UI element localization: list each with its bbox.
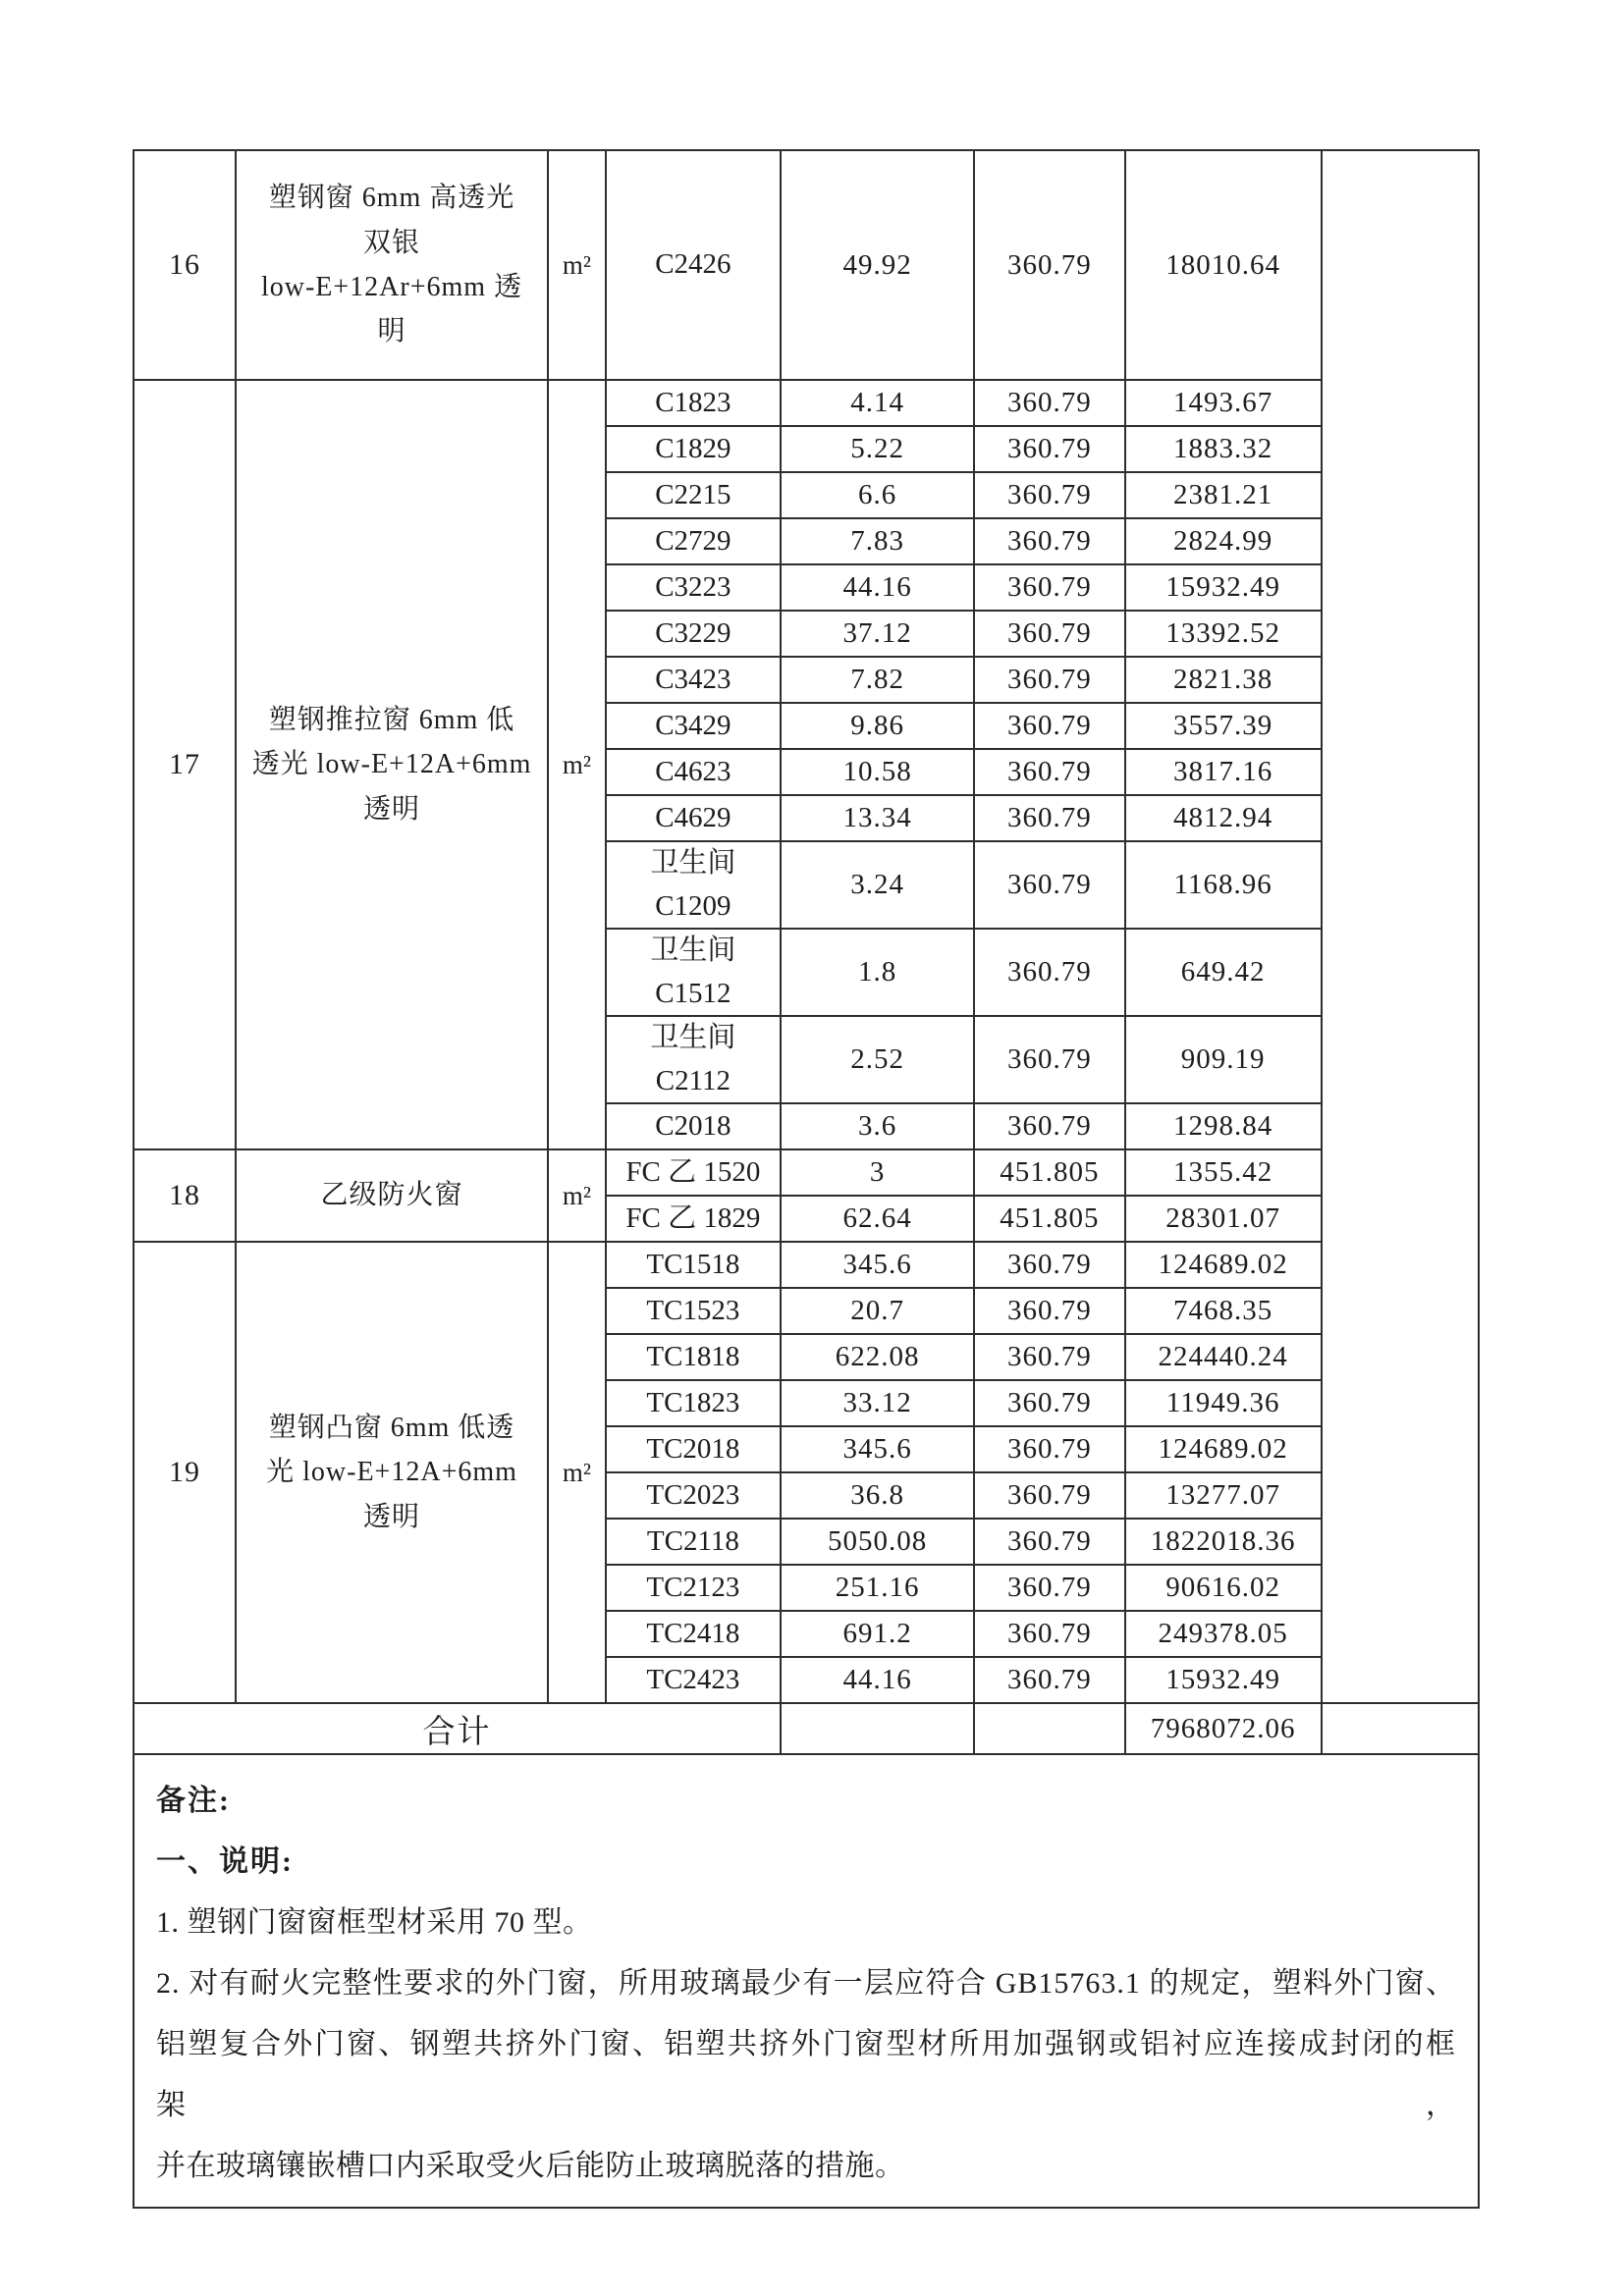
unit-price-cell (974, 1472, 1124, 1519)
total-cell-text: 2381.21 (1173, 479, 1273, 510)
model-cell-text: FC 乙 1520 (625, 1155, 761, 1188)
sequence-cell (134, 380, 236, 1149)
total-cell-text: 649.42 (1180, 956, 1266, 988)
model-cell-text: TC2123 (646, 1571, 740, 1603)
model-cell (606, 1611, 781, 1657)
unit-price-cell-text: 360.79 (1007, 1525, 1092, 1557)
model-cell-text: TC1523 (646, 1294, 740, 1326)
quantity-cell-text: 345.6 (842, 1249, 912, 1280)
total-cell (1125, 380, 1322, 426)
quantity-cell-text: 33.12 (842, 1387, 912, 1418)
unit-price-cell (974, 703, 1124, 749)
quantity-cell (781, 472, 974, 518)
unit-price-cell (974, 1103, 1124, 1149)
total-cell-text: 1883.32 (1173, 433, 1273, 464)
model-cell (606, 1016, 781, 1103)
total-cell (1125, 611, 1322, 657)
unit-cell (548, 380, 606, 1149)
unit-price-cell (974, 1657, 1124, 1703)
quantity-cell-text: 9.86 (850, 710, 904, 741)
notes-line: 并在玻璃镶嵌槽口内采取受火后能防止玻璃脱落的措施。 (156, 2150, 905, 2182)
description-cell-text: 明 (377, 316, 406, 347)
quantity-cell-text: 5050.08 (827, 1525, 928, 1557)
total-cell-text: 3817.16 (1173, 756, 1273, 787)
description-cell-text: low-E+12Ar+6mm 透 (260, 272, 523, 302)
sequence-cell (134, 1242, 236, 1703)
model-cell (606, 380, 781, 426)
total-cell (1125, 1472, 1322, 1519)
unit-price-cell-text: 360.79 (1007, 571, 1092, 603)
model-cell-text: TC2023 (646, 1478, 740, 1511)
model-cell (606, 749, 781, 795)
table-summary (134, 1703, 1479, 1754)
quantity-cell-text: 7.83 (850, 525, 904, 557)
unit-price-cell (974, 611, 1124, 657)
unit-price-cell-text: 360.79 (1007, 664, 1092, 695)
total-cell (1125, 1611, 1322, 1657)
quantity-cell (781, 611, 974, 657)
quantity-cell-text: 345.6 (842, 1433, 912, 1465)
unit-cell-text: m² (562, 249, 591, 280)
unit-price-cell (974, 795, 1124, 841)
quantity-cell (781, 749, 974, 795)
description-cell-text: 乙级防火窗 (320, 1180, 463, 1211)
unit-price-cell-text: 360.79 (1007, 1664, 1092, 1695)
unit-price-cell-text: 360.79 (1007, 1433, 1092, 1465)
total-label-cell: 合计 (134, 1703, 781, 1754)
model-cell (606, 1288, 781, 1334)
total-cell (1125, 1519, 1322, 1565)
unit-price-cell-text: 360.79 (1007, 802, 1092, 833)
unit-price-cell-text: 360.79 (1007, 1479, 1092, 1511)
total-cell (1125, 749, 1322, 795)
notes-line: 铝塑复合外门窗、钢塑共挤外门窗、铝塑共挤外门窗型材所用加强钢或铝衬应连接成封闭的框架， (156, 2028, 1456, 2121)
unit-price-cell-text: 360.79 (1007, 1618, 1092, 1649)
model-cell-text: TC2418 (646, 1617, 740, 1649)
description-cell-text: 透明 (363, 1501, 421, 1532)
model-cell-text: C2426 (655, 248, 731, 281)
total-cell-text: 4812.94 (1173, 802, 1273, 833)
quantity-cell-text: 7.82 (850, 664, 904, 695)
model-cell (606, 929, 781, 1016)
quantity-cell (781, 1611, 974, 1657)
unit-price-cell-text: 360.79 (1007, 1387, 1092, 1418)
unit-price-cell (974, 1426, 1124, 1472)
total-cell (1125, 703, 1322, 749)
unit-price-cell (974, 150, 1124, 380)
model-cell-text: TC2118 (646, 1524, 739, 1557)
unit-price-cell (974, 749, 1124, 795)
total-cell (1125, 841, 1322, 929)
model-cell (606, 611, 781, 657)
unit-price-cell-text: 360.79 (1007, 525, 1092, 557)
notes-heading: 备注: (156, 1785, 231, 1817)
model-cell-text: C2112 (655, 1064, 731, 1096)
unit-price-cell (974, 426, 1124, 472)
quantity-cell-text: 1.8 (857, 956, 897, 988)
unit-price-cell (974, 1016, 1124, 1103)
model-cell (606, 1657, 781, 1703)
quantity-cell-text: 37.12 (842, 617, 912, 649)
unit-price-cell-text: 360.79 (1007, 1295, 1092, 1326)
model-cell-text: C1209 (655, 889, 731, 922)
quantity-cell (781, 929, 974, 1016)
total-cell-text: 1298.84 (1173, 1110, 1273, 1142)
model-cell-text: C1823 (655, 386, 731, 418)
quantity-cell (781, 1334, 974, 1380)
quantity-cell (781, 1242, 974, 1288)
total-cell (1125, 1334, 1322, 1380)
model-cell-text: TC1518 (646, 1248, 740, 1280)
model-cell-text: C2729 (655, 524, 731, 557)
quantity-cell-text: 20.7 (850, 1295, 904, 1326)
quantity-cell (781, 1288, 974, 1334)
margin-column-cell (1322, 150, 1479, 1703)
quantity-cell (781, 1016, 974, 1103)
model-cell (606, 703, 781, 749)
unit-cell-text: m² (562, 1457, 591, 1487)
unit-price-cell-text: 360.79 (1007, 1572, 1092, 1603)
model-cell-text: TC1818 (646, 1340, 740, 1372)
unit-price-cell (974, 929, 1124, 1016)
quantity-cell (781, 841, 974, 929)
unit-price-cell (974, 1519, 1124, 1565)
total-cell (1125, 1565, 1322, 1611)
total-cell (1125, 1103, 1322, 1149)
quantity-cell (781, 1196, 974, 1242)
quantity-cell-text: 3.6 (857, 1110, 897, 1142)
unit-price-cell-text: 360.79 (1007, 756, 1092, 787)
quantity-cell (781, 1472, 974, 1519)
quantity-cell (781, 1657, 974, 1703)
model-cell (606, 564, 781, 611)
quantity-cell (781, 703, 974, 749)
quantity-cell-text: 6.6 (857, 479, 897, 510)
total-cell (1125, 150, 1322, 380)
model-cell (606, 1380, 781, 1426)
total-cell (1125, 1196, 1322, 1242)
unit-cell-text: m² (562, 749, 591, 779)
unit-price-cell-text: 360.79 (1007, 1110, 1092, 1142)
unit-price-cell-text: 360.79 (1007, 387, 1092, 418)
quantity-cell-text: 36.8 (850, 1479, 904, 1511)
quantity-cell-text: 62.64 (842, 1202, 912, 1234)
total-cell (1125, 657, 1322, 703)
quantity-cell (781, 1380, 974, 1426)
quantity-cell (781, 657, 974, 703)
total-cell (1125, 472, 1322, 518)
model-cell-text: TC2018 (646, 1432, 740, 1465)
quantity-cell (781, 1426, 974, 1472)
model-cell-text: TC2423 (646, 1663, 740, 1695)
model-cell-text: C4623 (655, 755, 731, 787)
total-cell-text: 909.19 (1180, 1043, 1266, 1075)
total-cell (1125, 518, 1322, 564)
model-cell-text: C1512 (655, 977, 731, 1009)
model-cell (606, 1242, 781, 1288)
total-cell-text: 3557.39 (1173, 710, 1273, 741)
model-cell (606, 1149, 781, 1196)
quantity-cell-text: 2.52 (850, 1043, 904, 1075)
quantity-cell (781, 518, 974, 564)
table-row (134, 1242, 1479, 1288)
description-cell-text: 透明 (363, 793, 421, 825)
model-cell-text: C1829 (655, 432, 731, 464)
unit-price-cell (974, 1380, 1124, 1426)
quantity-cell (781, 1519, 974, 1565)
quantity-cell-text: 10.58 (842, 756, 912, 787)
summary-total-cell: 7968072.06 (1125, 1703, 1322, 1754)
sequence-cell-text: 17 (169, 748, 201, 780)
scanned-table-sheet (133, 149, 1480, 2209)
unit-price-cell-text: 360.79 (1007, 1249, 1092, 1280)
summary-qty-cell (781, 1703, 974, 1754)
model-cell (606, 795, 781, 841)
quantity-cell (781, 1149, 974, 1196)
unit-price-cell-text: 360.79 (1007, 956, 1092, 988)
model-cell-text: C3429 (655, 709, 731, 741)
quantity-cell-text: 44.16 (842, 1664, 912, 1695)
unit-price-cell (974, 1288, 1124, 1334)
total-cell-text: 15932.49 (1165, 571, 1281, 603)
total-cell (1125, 795, 1322, 841)
quantity-cell-text: 691.2 (842, 1618, 912, 1649)
total-cell-text: 7468.35 (1173, 1295, 1273, 1326)
description-cell-text: 透光 low-E+12A+6mm (251, 749, 532, 780)
total-cell-text: 249378.05 (1158, 1618, 1288, 1649)
total-cell-text: 13392.52 (1165, 617, 1281, 649)
model-cell-text: C3423 (655, 663, 731, 695)
description-cell-text: 光 low-E+12A+6mm (266, 1457, 517, 1488)
unit-price-cell (974, 472, 1124, 518)
quantity-cell-text: 251.16 (835, 1572, 920, 1603)
model-cell-text: 卫生间 (650, 934, 736, 966)
quantity-cell (781, 1103, 974, 1149)
unit-price-cell (974, 518, 1124, 564)
unit-price-cell (974, 1149, 1124, 1196)
unit-price-cell-text: 360.79 (1007, 1043, 1092, 1075)
total-cell-text: 1355.42 (1173, 1156, 1273, 1188)
unit-price-cell (974, 1611, 1124, 1657)
total-cell-text: 2821.38 (1173, 664, 1273, 695)
sequence-cell-text: 19 (169, 1456, 201, 1488)
total-cell-text: 13277.07 (1165, 1479, 1281, 1511)
quantity-cell-text: 49.92 (842, 248, 912, 281)
model-cell (606, 841, 781, 929)
model-cell (606, 426, 781, 472)
quantity-cell-text: 4.14 (850, 387, 904, 418)
total-cell-text: 11949.36 (1165, 1387, 1280, 1418)
unit-price-cell-text: 451.805 (1000, 1156, 1100, 1188)
model-cell (606, 518, 781, 564)
window-schedule-table (133, 149, 1480, 1755)
model-cell (606, 1103, 781, 1149)
summary-price-cell (974, 1703, 1124, 1754)
table-body (134, 150, 1479, 1703)
total-cell (1125, 1288, 1322, 1334)
unit-cell (548, 150, 606, 380)
notes-line: 1. 塑钢门窗窗框型材采用 70 型。 (156, 1906, 593, 1939)
model-cell-text: C3223 (655, 570, 731, 603)
quantity-cell (781, 380, 974, 426)
model-cell (606, 1519, 781, 1565)
notes-line: 一、说明: (156, 1845, 294, 1878)
quantity-cell-text: 3.24 (850, 869, 904, 900)
model-cell (606, 657, 781, 703)
quantity-cell (781, 150, 974, 380)
notes-line: 2. 对有耐火完整性要求的外门窗，所用玻璃最少有一层应符合 GB15763.1 的规定，塑料外门窗、 (156, 1967, 1456, 2000)
unit-cell (548, 1242, 606, 1703)
table-row (134, 380, 1479, 426)
total-cell (1125, 929, 1322, 1016)
unit-price-cell-text: 360.79 (1007, 869, 1092, 900)
total-cell (1125, 1242, 1322, 1288)
description-cell (236, 1242, 548, 1703)
quantity-cell-text: 622.08 (835, 1341, 920, 1372)
unit-cell (548, 1149, 606, 1242)
model-cell (606, 1472, 781, 1519)
unit-price-cell-text: 360.79 (1007, 248, 1092, 281)
total-cell (1125, 1380, 1322, 1426)
total-cell-text: 28301.07 (1165, 1202, 1281, 1234)
unit-price-cell (974, 564, 1124, 611)
total-cell (1125, 564, 1322, 611)
model-cell-text: C4629 (655, 801, 731, 833)
model-cell-text: FC 乙 1829 (625, 1201, 761, 1234)
quantity-cell-text: 3 (869, 1156, 886, 1188)
quantity-cell-text: 5.22 (850, 433, 904, 464)
unit-price-cell-text: 360.79 (1007, 433, 1092, 464)
unit-price-cell-text: 360.79 (1007, 617, 1092, 649)
unit-cell-text: m² (562, 1180, 591, 1210)
total-cell-text: 1822018.36 (1150, 1525, 1296, 1557)
total-cell-text: 1168.96 (1173, 869, 1272, 900)
sequence-cell (134, 1149, 236, 1242)
quantity-cell-text: 44.16 (842, 571, 912, 603)
model-cell (606, 1334, 781, 1380)
model-cell (606, 1426, 781, 1472)
summary-row (134, 1703, 1479, 1754)
total-cell-text: 90616.02 (1165, 1572, 1281, 1603)
unit-price-cell (974, 841, 1124, 929)
model-cell-text: C2018 (655, 1109, 731, 1142)
model-cell (606, 1565, 781, 1611)
table-row (134, 1149, 1479, 1196)
unit-price-cell (974, 657, 1124, 703)
sequence-cell-text: 18 (169, 1179, 201, 1211)
total-cell-text: 124689.02 (1158, 1433, 1288, 1465)
description-cell-text: 塑钢推拉窗 6mm 低 (268, 704, 515, 735)
description-cell-text: 双银 (363, 227, 421, 258)
total-cell (1125, 1016, 1322, 1103)
unit-price-cell (974, 1565, 1124, 1611)
model-cell (606, 472, 781, 518)
description-cell-text: 塑钢窗 6mm 高透光 (268, 183, 515, 214)
unit-price-cell (974, 1334, 1124, 1380)
model-cell-text: 卫生间 (650, 1022, 736, 1053)
unit-price-cell (974, 1242, 1124, 1288)
unit-price-cell-text: 360.79 (1007, 710, 1092, 741)
total-cell-text: 224440.24 (1158, 1341, 1288, 1372)
total-cell (1125, 1426, 1322, 1472)
description-cell-text: 塑钢凸窗 6mm 低透 (268, 1412, 515, 1443)
model-cell-text: 卫生间 (650, 847, 736, 879)
total-cell (1125, 1657, 1322, 1703)
description-cell (236, 380, 548, 1149)
summary-margin-cell (1322, 1703, 1479, 1754)
notes-section (133, 1755, 1480, 2209)
quantity-cell (781, 1565, 974, 1611)
total-cell-text: 124689.02 (1158, 1249, 1288, 1280)
total-cell-text: 15932.49 (1165, 1664, 1281, 1695)
sequence-cell-text: 16 (169, 248, 201, 281)
unit-price-cell (974, 380, 1124, 426)
table-row (134, 150, 1479, 380)
model-cell (606, 150, 781, 380)
model-cell (606, 1196, 781, 1242)
description-cell (236, 150, 548, 380)
sequence-cell (134, 150, 236, 380)
quantity-cell (781, 564, 974, 611)
quantity-cell-text: 13.34 (842, 802, 912, 833)
model-cell-text: C2215 (655, 478, 731, 510)
total-cell (1125, 426, 1322, 472)
total-cell-text: 2824.99 (1173, 525, 1273, 557)
total-cell (1125, 1149, 1322, 1196)
total-cell-text: 18010.64 (1165, 248, 1281, 281)
unit-price-cell-text: 451.805 (1000, 1202, 1100, 1234)
model-cell-text: TC1823 (646, 1386, 740, 1418)
quantity-cell (781, 795, 974, 841)
unit-price-cell-text: 360.79 (1007, 479, 1092, 510)
unit-price-cell (974, 1196, 1124, 1242)
total-cell-text: 1493.67 (1173, 387, 1273, 418)
quantity-cell (781, 426, 974, 472)
description-cell (236, 1149, 548, 1242)
model-cell-text: C3229 (655, 616, 731, 649)
unit-price-cell-text: 360.79 (1007, 1341, 1092, 1372)
